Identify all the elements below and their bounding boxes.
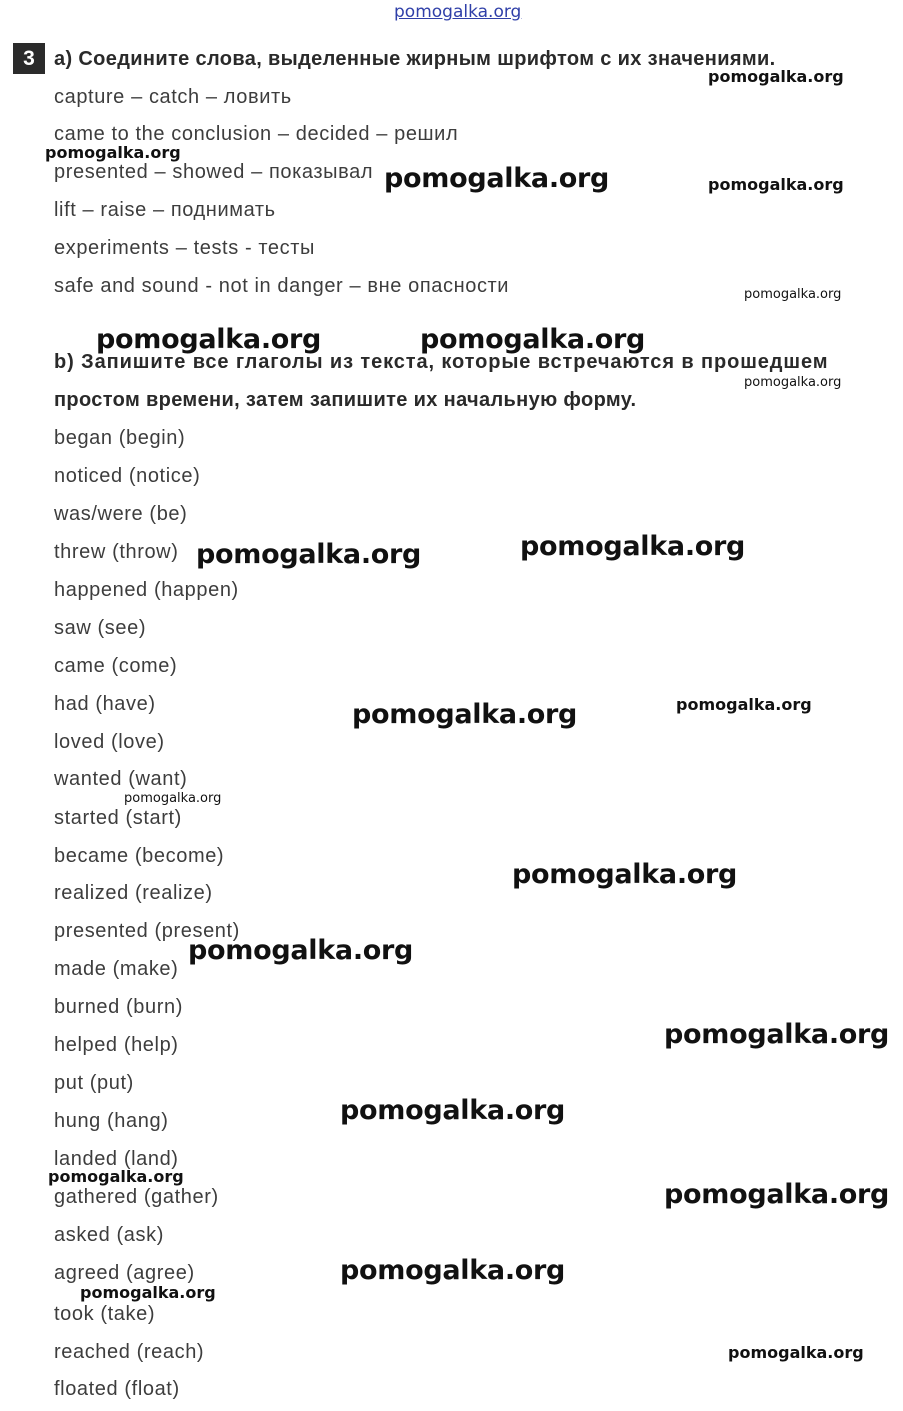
- watermark: pomogalka.org: [124, 791, 222, 806]
- watermark: pomogalka.org: [676, 695, 812, 714]
- watermark: pomogalka.org: [352, 699, 578, 730]
- part-b-heading-line2: простом времени, затем запишите их начальную форму.: [54, 389, 637, 411]
- watermark: pomogalka.org: [512, 859, 738, 890]
- part-a-item: safe and sound - not in danger – вне опасности: [54, 275, 510, 297]
- part-b-item: loved (love): [54, 731, 165, 753]
- watermark: pomogalka.org: [340, 1095, 566, 1126]
- part-a-item: experiments – tests - тесты: [54, 237, 315, 259]
- watermark: pomogalka.org: [48, 1167, 184, 1186]
- part-b-item: realized (realize): [54, 882, 213, 904]
- part-a-heading: a) Соедините слова, выделенные жирным шрифтом с их значениями.: [54, 48, 776, 70]
- part-b-item: took (take): [54, 1303, 156, 1325]
- part-b-item: asked (ask): [54, 1224, 164, 1246]
- part-b-item: agreed (agree): [54, 1262, 195, 1284]
- watermark: pomogalka.org: [728, 1343, 864, 1362]
- part-b-item: burned (burn): [54, 996, 183, 1018]
- part-b-heading-line1: b) Запишите все глаголы из текста, которые встречаются в прошедшем: [54, 351, 829, 373]
- part-b-item: noticed (notice): [54, 465, 201, 487]
- part-a-item: presented – showed – показывал: [54, 161, 374, 183]
- part-b-item: happened (happen): [54, 579, 239, 601]
- watermark: pomogalka.org: [708, 67, 844, 86]
- part-b-item: floated (float): [54, 1378, 180, 1400]
- watermark: pomogalka.org: [664, 1019, 890, 1050]
- part-a-item: capture – catch – ловить: [54, 86, 292, 108]
- exercise-number-badge: 3: [13, 43, 45, 74]
- part-b-item: presented (present): [54, 920, 240, 942]
- part-b-item: was/were (be): [54, 503, 188, 525]
- part-a-item: lift – raise – поднимать: [54, 199, 276, 221]
- part-b-item: reached (reach): [54, 1341, 205, 1363]
- part-b-item: threw (throw): [54, 541, 179, 563]
- part-b-item: started (start): [54, 807, 182, 829]
- watermark: pomogalka.org: [196, 539, 422, 570]
- part-b-item: helped (help): [54, 1034, 179, 1056]
- part-a-item: came to the conclusion – decided – решил: [54, 123, 459, 145]
- watermark: pomogalka.org: [45, 143, 181, 162]
- part-b-item: became (become): [54, 845, 225, 867]
- watermark: pomogalka.org: [520, 531, 746, 562]
- watermark: pomogalka.org: [744, 375, 842, 390]
- part-b-item: hung (hang): [54, 1110, 169, 1132]
- watermark: pomogalka.org: [744, 287, 842, 302]
- part-b-item: came (come): [54, 655, 178, 677]
- watermark: pomogalka.org: [708, 175, 844, 194]
- part-b-item: landed (land): [54, 1148, 179, 1170]
- watermark: pomogalka.org: [420, 324, 646, 355]
- watermark: pomogalka.org: [384, 163, 610, 194]
- part-b-item: made (make): [54, 958, 179, 980]
- part-b-item: gathered (gather): [54, 1186, 219, 1208]
- watermark: pomogalka.org: [188, 935, 414, 966]
- part-b-item: had (have): [54, 693, 156, 715]
- part-b-item: put (put): [54, 1072, 134, 1094]
- part-b-item: wanted (want): [54, 768, 188, 790]
- watermark: pomogalka.org: [664, 1179, 890, 1210]
- watermark: pomogalka.org: [340, 1255, 566, 1286]
- top-watermark-link: pomogalka.org: [394, 2, 522, 22]
- watermark: pomogalka.org: [80, 1283, 216, 1302]
- watermark: pomogalka.org: [96, 324, 322, 355]
- part-b-item: saw (see): [54, 617, 147, 639]
- part-b-item: began (begin): [54, 427, 186, 449]
